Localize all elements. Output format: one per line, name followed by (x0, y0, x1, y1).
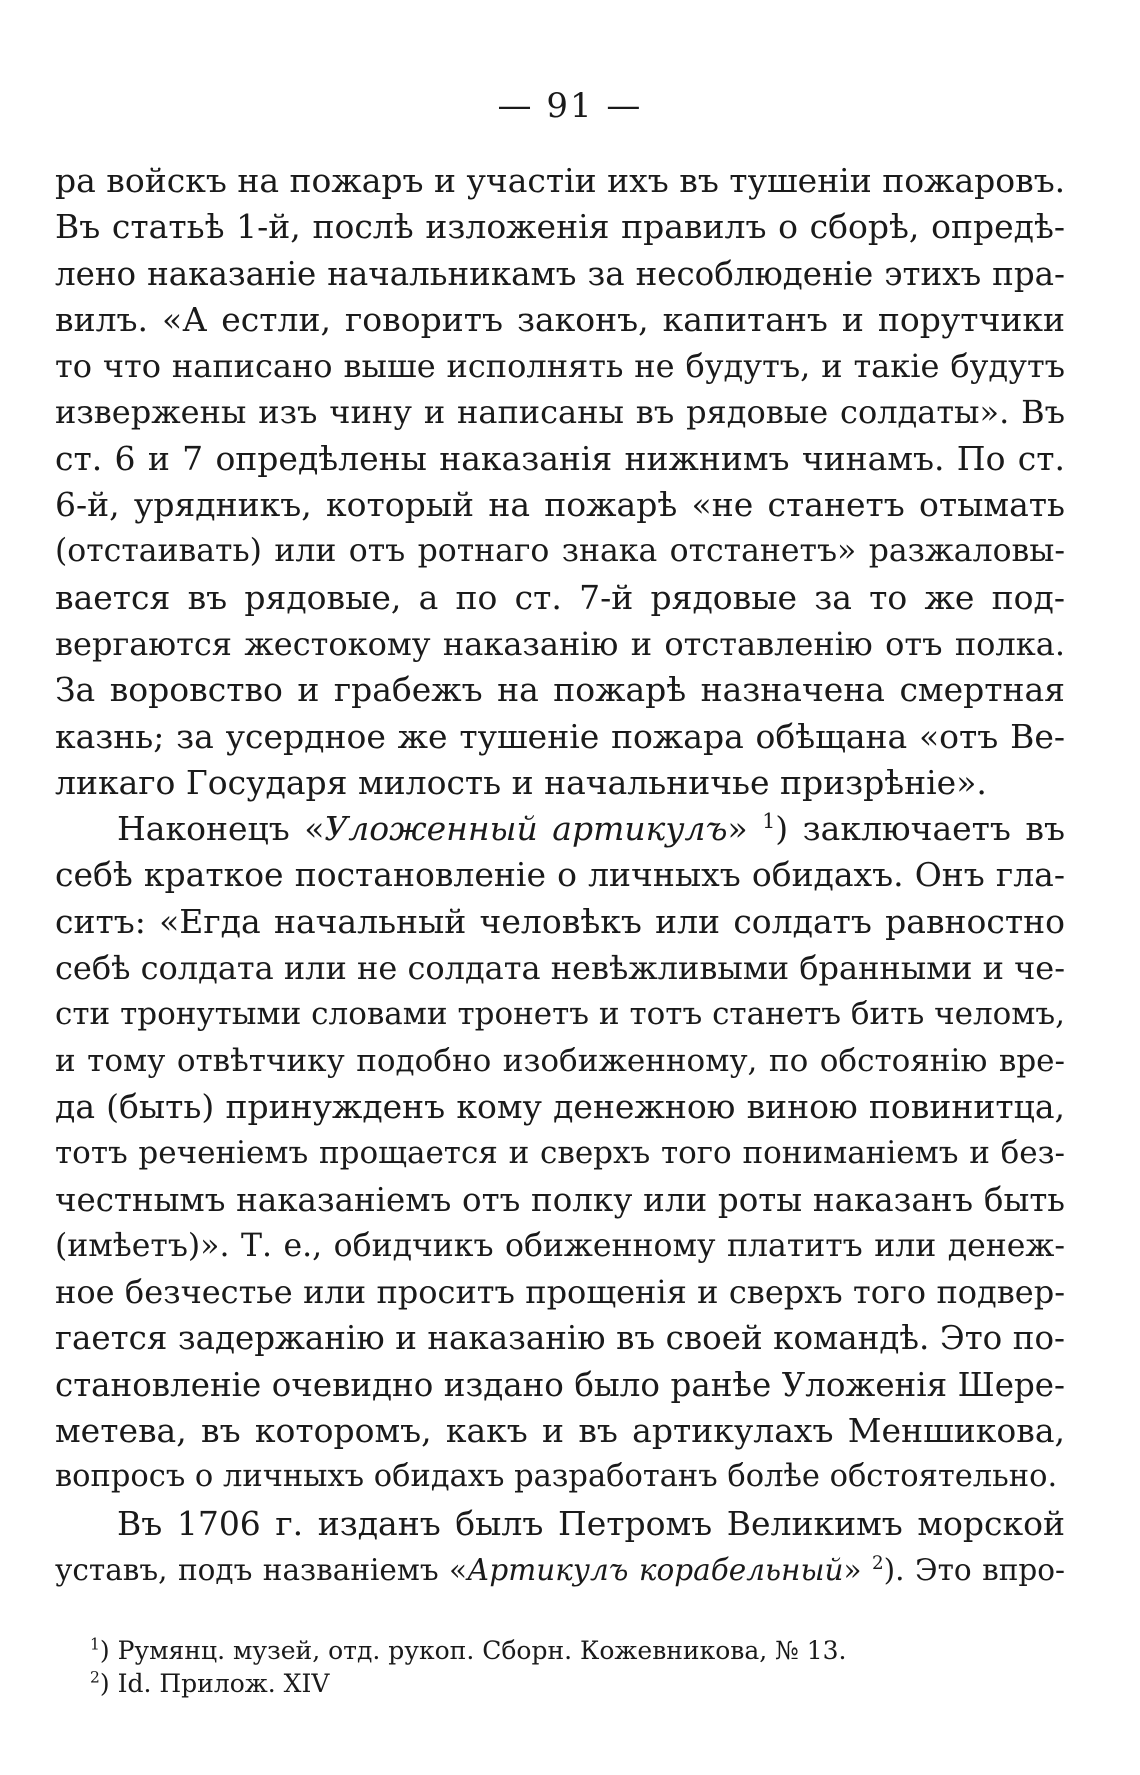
text-line: себѣ солдата или не солдата невѣжливыми бранными и че- (55, 949, 1065, 988)
text-line: Въ статьѣ 1-й, послѣ изложенія правилъ о сборѣ, опредѣ- (55, 207, 1065, 247)
line-text: уставъ, подъ названіемъ « (55, 1552, 468, 1587)
quote-close: » (843, 1552, 862, 1587)
text-line: сти тронутыми словами тронетъ и тотъ станетъ бить челомъ, (55, 996, 1065, 1033)
text-line: себѣ краткое постановленіе о личныхъ обидахъ. Онъ гла- (55, 855, 1065, 895)
paragraph-lead-line (55, 806, 1065, 852)
text-line: казнь; за усердное же тушеніе пожара обѣщана «отъ Ве- (55, 716, 1065, 756)
lead-tail: ) заключаетъ въ (775, 809, 1065, 849)
footnotes (90, 1634, 1070, 1700)
paragraph-lead-line: Въ 1706 г. изданъ былъ Петромъ Великимъ морской (117, 1503, 1065, 1543)
main-text (55, 158, 1065, 1593)
footnote-ref: 2 (872, 1553, 884, 1575)
lead-text: Наконецъ « (117, 809, 325, 849)
text-line: гается задержанію и наказанію въ своей командѣ. Это по- (55, 1319, 1065, 1358)
text-line: ное безчестье или проситъ прощенія и сверхъ того подвер- (55, 1273, 1065, 1312)
text-line: (отстаивать) или отъ ротнаго знака отстанетъ» разжаловы- (55, 533, 1065, 570)
footnote-item (90, 1667, 1070, 1700)
text-line: ситъ: «Егда начальный человѣкъ или солдатъ равностно (55, 901, 1065, 941)
italic-title: Уложенный артикулъ (324, 809, 728, 849)
text-line: тотъ реченіемъ прощается и сверхъ того пониманіемъ и без- (55, 1135, 1065, 1172)
text-line: (имѣетъ)». Т. е., обидчикъ обиженному платитъ или денеж- (55, 1227, 1065, 1264)
text-line: вергаются жестокому наказанію и отставленію отъ полка. (55, 624, 1065, 663)
text-line: и тому отвѣтчику подобно изобиженному, по обстоянію вре- (55, 1042, 1065, 1079)
text-line: вопросъ о личныхъ обидахъ разработанъ болѣе обстоятельно. (55, 1459, 1058, 1495)
text-line: то что написано выше исполнять не будутъ, и такіе будутъ (55, 347, 1065, 386)
text-line: метева, въ которомъ, какъ и въ артикулахъ Меншикова, (55, 1411, 1065, 1451)
text-line: За воровство и грабежъ на пожарѣ назначена смертная (55, 670, 1065, 710)
footnote-text: ) Румянц. музей, отд. рукоп. Сборн. Кожевникова, № 13. (99, 1636, 847, 1665)
footnote-text: ) Id. Прилож. XIV (99, 1669, 330, 1698)
footnote-mark: 1 (90, 1635, 100, 1654)
text-line: да (быть) принужденъ кому денежною виною повинитца, (55, 1086, 1065, 1126)
text-line: 6-й, урядникъ, который на пожарѣ «не станетъ отымать (55, 485, 1065, 525)
text-line: ликаго Государя милость и начальничье призрѣніе». (55, 762, 987, 802)
page-number: — 91 — (497, 86, 643, 126)
line-tail: ). Это впро- (883, 1552, 1065, 1587)
text-line: ра войскъ на пожаръ и участіи ихъ въ тушеніи пожаровъ. (55, 161, 1065, 200)
text-line: честнымъ наказаніемъ отъ полку или роты наказанъ быть (55, 1180, 1065, 1219)
italic-title: Артикулъ корабельный (467, 1552, 844, 1587)
lead-quote-close: » (727, 809, 748, 849)
text-line: становленіе очевидно издано было ранѣе Уложенія Шере- (55, 1365, 1065, 1404)
footnote-item (90, 1634, 1070, 1667)
text-line (55, 1547, 1065, 1593)
text-line: вается въ рядовые, а по ст. 7-й рядовые за то же под- (55, 577, 1065, 617)
footnote-mark: 2 (90, 1668, 100, 1687)
text-line: вилъ. «А естли, говоритъ законъ, капитанъ и порутчики (55, 299, 1065, 339)
text-line: извержены изъ чину и написаны въ рядовые солдаты». Въ (55, 393, 1065, 432)
text-line: ст. 6 и 7 опредѣлены наказанія нижнимъ чинамъ. По ст. (55, 438, 1065, 478)
footnote-ref: 1 (762, 809, 776, 834)
text-line: лено наказаніе начальникамъ за несоблюденіе этихъ пра- (55, 254, 1065, 293)
